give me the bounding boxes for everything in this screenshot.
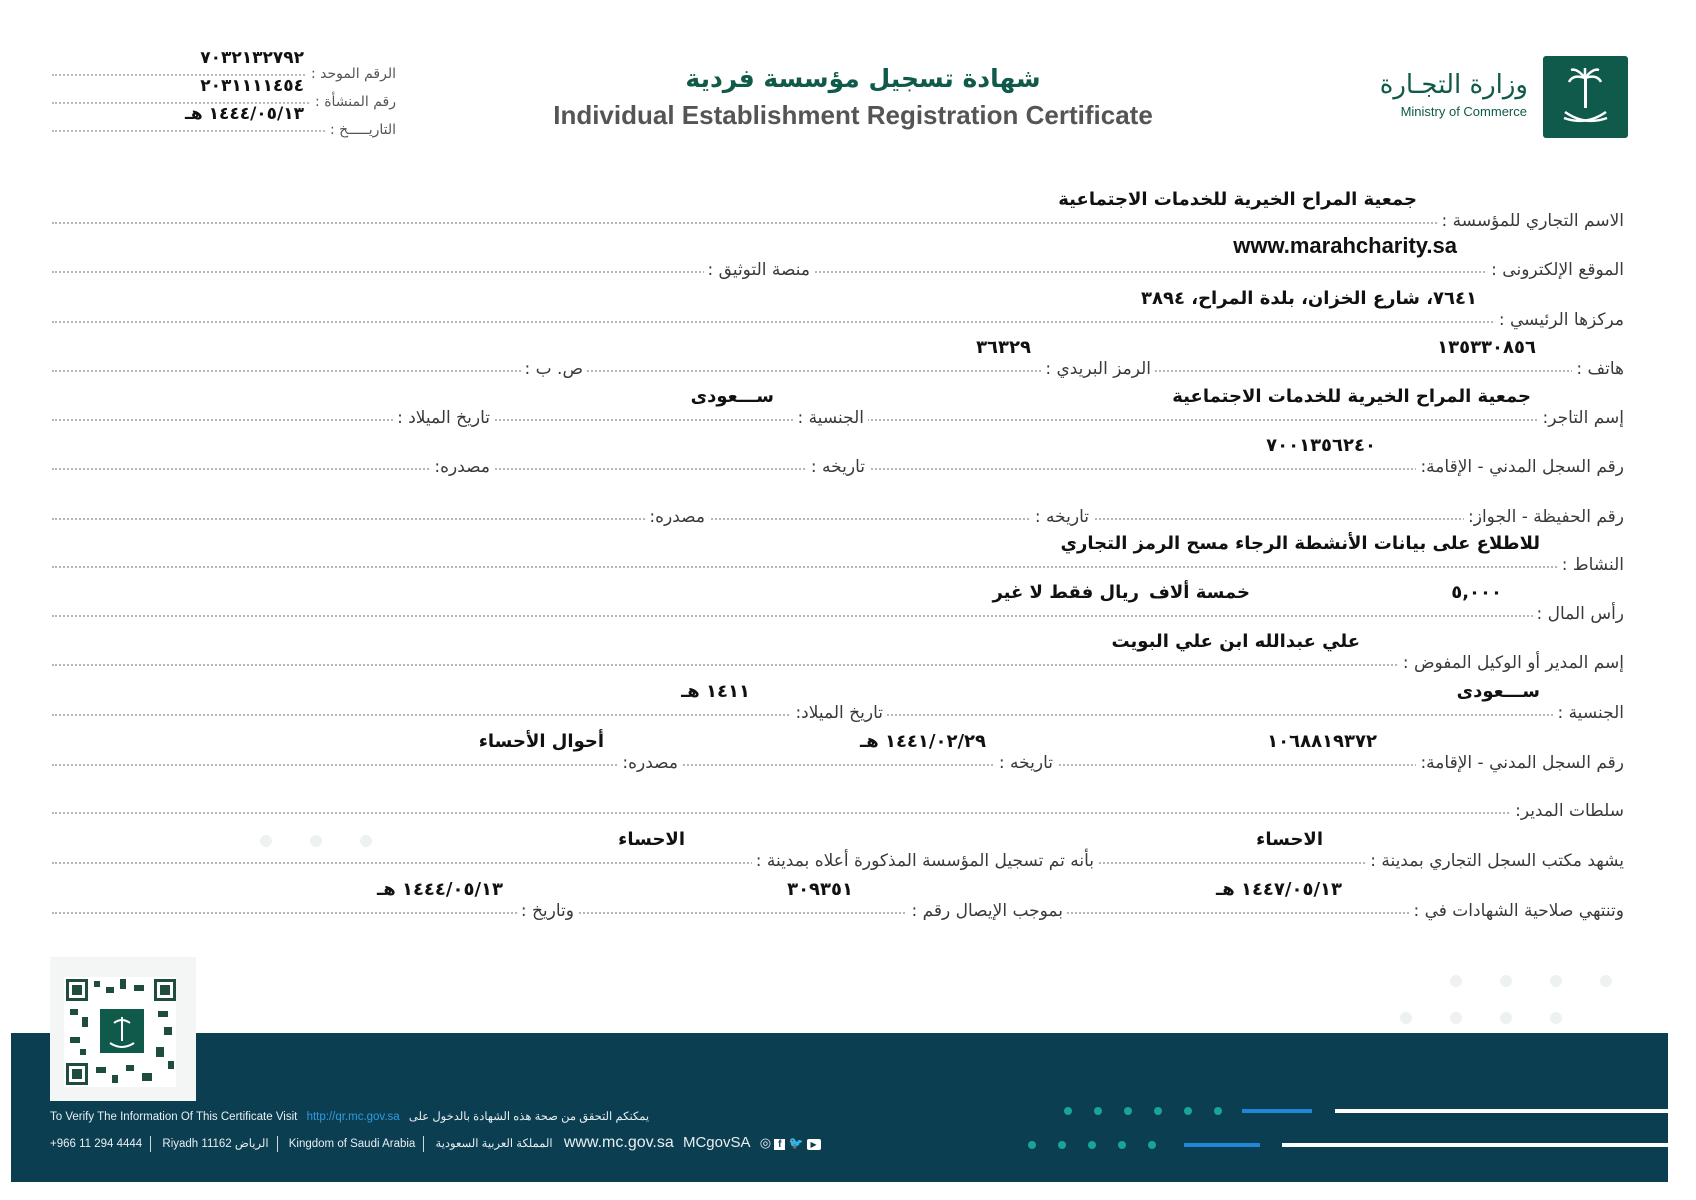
manager-id-source: أحوال الأحساء (478, 731, 604, 752)
verify-text-en: To Verify The Information Of This Certificate Visit (50, 1111, 298, 1123)
receipt-date-label: وتاريخ : (517, 901, 578, 921)
manager-nationality-label: الجنسية : (1553, 703, 1628, 723)
unified-number-label: الرقم الموحد : (307, 66, 400, 82)
certificate-title-ar: شهادة تسجيل مؤسسة فردية (685, 64, 1041, 93)
contact-row (52, 337, 1628, 379)
manager-id-date: ١٤٤١/٠٢/٢٩ هـ (860, 731, 986, 752)
footer-country-ar: المملكة العربية السعودية (435, 1138, 553, 1150)
capital-words: خمسة ألاف (1148, 582, 1250, 603)
manager-id-label: رقم السجل المدني - الإقامة: (1416, 753, 1628, 773)
footer-country-en: Kingdom of Saudi Arabia (288, 1138, 416, 1150)
passport-date-label: تاريخه : (1031, 507, 1093, 527)
unified-number-row (52, 48, 400, 82)
manager-row (52, 631, 1628, 673)
expiry-label: وتنتهي صلاحية الشهادات في : (1409, 901, 1628, 921)
po-box-label: ص. ب : (521, 359, 588, 379)
trade-name-row (52, 189, 1628, 231)
activity-label: النشاط : (1558, 555, 1628, 575)
manager-dob-label: تاريخ الميلاد: (791, 703, 887, 723)
capital-label: رأس المال : (1533, 604, 1628, 624)
merchant-id-label: رقم السجل المدني - الإقامة: (1416, 457, 1628, 477)
headquarters-address: ٧٦٤١، شارع الخزان، بلدة المراح، ٣٨٩٤ (1141, 288, 1477, 309)
contact-line (50, 1134, 821, 1152)
capital-currency: ريال فقط لا غير (992, 582, 1139, 603)
merchant-nationality: ســـعودى (690, 386, 774, 407)
postal-code-value: ٣٦٣٢٩ (976, 337, 1031, 358)
office-city: الاحساء (1256, 829, 1323, 850)
manager-nationality-row (52, 681, 1628, 723)
footer-phone: +966 11 294 4444 (50, 1138, 143, 1150)
passport-source-label: مصدره: (645, 507, 709, 527)
auth-platform-label: منصة التوثيق : (704, 260, 814, 280)
receipt-number: ٣٠٩٣٥١ (787, 879, 853, 900)
capital-row (52, 582, 1628, 624)
footer-city: Riyadh 11162 الرياض (162, 1138, 269, 1150)
manager-powers-row (52, 782, 1628, 821)
headquarters-label: مركزها الرئيسي : (1495, 310, 1628, 330)
manager-nationality: ســـعودى (1456, 681, 1540, 702)
establishment-number: ٢٠٣١١١١٤٥٤ (200, 76, 304, 96)
trade-name-label: الاسم التجاري للمؤسسة : (1437, 211, 1628, 231)
activity-row (52, 533, 1628, 575)
manager-dob: ١٤١١ هـ (681, 681, 750, 702)
footer-social-handle: MCgovSA (682, 1134, 751, 1151)
passport-label: رقم الحفيظة - الجواز: (1464, 507, 1628, 527)
merchant-id-source-label: مصدره: (430, 457, 494, 477)
office-label: يشهد مكتب السجل التجاري بمدينة : (1366, 851, 1628, 871)
postal-code-label: الرمز البريدي : (1041, 359, 1155, 379)
establishment-number-row (52, 76, 400, 110)
capital-amount: ٥,٠٠٠ (1451, 582, 1502, 603)
passport-row (52, 488, 1628, 527)
footer-website-link[interactable]: www.mc.gov.sa (563, 1134, 674, 1151)
merchant-row (52, 386, 1628, 428)
issue-date-row (52, 104, 400, 138)
registered-label: بأنه تم تسجيل المؤسسة المذكورة أعلاه بمدينة : (752, 851, 1098, 871)
receipt-label: بموجب الإيصال رقم : (907, 901, 1067, 921)
ministry-name-ar: وزارة التجـارة (1379, 70, 1528, 100)
expiry-date: ١٤٤٧/٠٥/١٣ هـ (1216, 879, 1342, 900)
merchant-dob-label: تاريخ الميلاد : (393, 408, 494, 428)
office-row (52, 829, 1628, 871)
manager-id: ١٠٦٨٨١٩٣٧٢ (1267, 731, 1377, 752)
merchant-id-row (52, 435, 1628, 477)
headquarters-row (52, 288, 1628, 330)
ministry-name-en: Ministry of Commerce (1400, 104, 1527, 119)
receipt-date: ١٤٤٤/٠٥/١٣ هـ (377, 879, 503, 900)
issue-date-label: التاريـــــخ : (326, 122, 400, 138)
youtube-icon[interactable]: ▶ (807, 1139, 821, 1150)
expiry-row (52, 879, 1628, 921)
registered-city: الاحساء (618, 829, 685, 850)
merchant-id: ٧٠٠١٣٥٦٢٤٠ (1266, 435, 1376, 456)
website-row (52, 233, 1628, 280)
qr-code-icon (50, 957, 196, 1101)
phone-value: ١٣٥٣٣٠٨٥٦ (1437, 337, 1536, 358)
establishment-number-label: رقم المنشأة : (311, 94, 400, 110)
qr-code[interactable] (50, 957, 196, 1101)
merchant-name-label: إسم التاجر: (1538, 408, 1628, 428)
unified-number: ٧٠٣٢١٣٢٧٩٢ (200, 48, 304, 68)
manager-label: إسم المدير أو الوكيل المفوض : (1399, 653, 1628, 673)
footer-band (11, 1033, 1668, 1182)
issue-date: ١٤٤٤/٠٥/١٣ هـ (185, 104, 304, 124)
facebook-icon[interactable]: f (774, 1139, 785, 1150)
manager-id-date-label: تاريخه : (995, 753, 1057, 773)
manager-id-source-label: مصدره: (618, 753, 682, 773)
website-label: الموقع الإلكترونى : (1487, 260, 1628, 280)
manager-name: علي عبدالله ابن علي البويت (1111, 631, 1360, 652)
activity-value: للاطلاع على بيانات الأنشطة الرجاء مسح الرمز التجاري (1060, 533, 1540, 554)
verify-text-ar: يمكنكم التحقق من صحة هذه الشهادة بالدخول على (408, 1111, 650, 1123)
verify-line (50, 1109, 649, 1123)
merchant-name: جمعية المراح الخيرية للخدمات الاجتماعية (1172, 386, 1531, 407)
instagram-icon[interactable]: ◎ (759, 1135, 772, 1150)
merchant-id-date-label: تاريخه : (807, 457, 869, 477)
certificate-title-en: Individual Establishment Registration Certificate (553, 100, 1153, 130)
twitter-icon[interactable]: 🐦 (788, 1136, 804, 1150)
verify-url-link[interactable]: http://qr.mc.gov.sa (306, 1111, 400, 1123)
trade-name: جمعية المراح الخيرية للخدمات الاجتماعية (1058, 189, 1417, 210)
merchant-nationality-label: الجنسية : (793, 408, 868, 428)
manager-id-row (52, 731, 1628, 773)
website-link[interactable]: www.marahcharity.sa (1233, 233, 1457, 258)
manager-powers-label: سلطات المدير: (1511, 801, 1628, 821)
phone-label: هاتف : (1572, 359, 1628, 379)
